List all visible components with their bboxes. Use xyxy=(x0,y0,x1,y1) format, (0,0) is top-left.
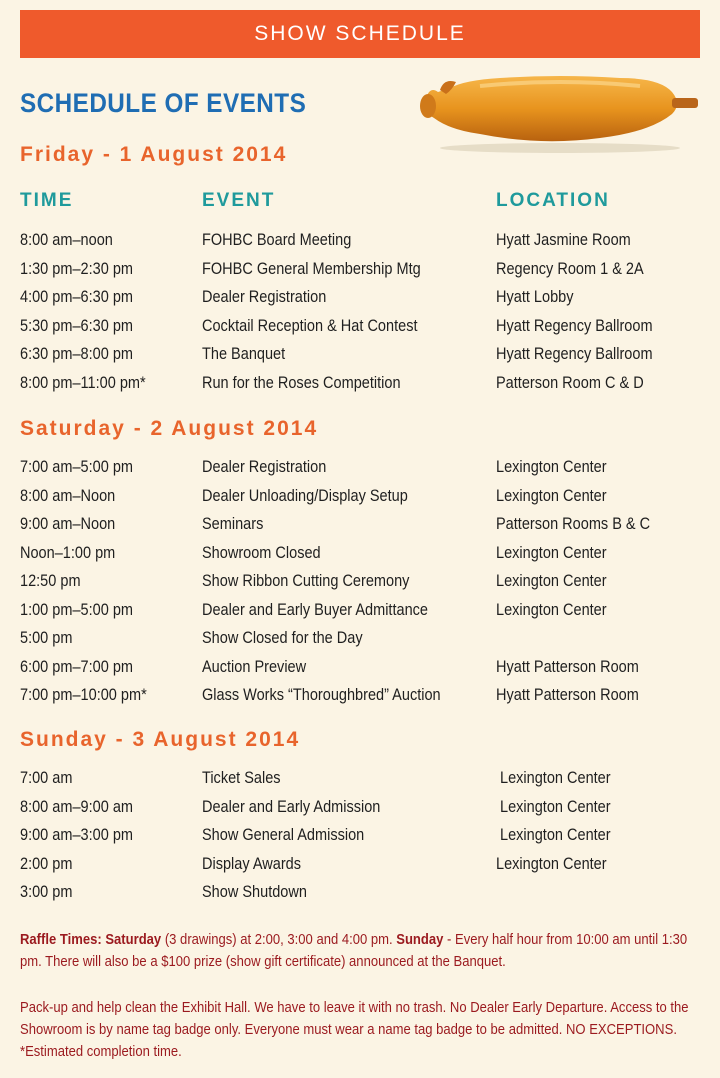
schedule-row xyxy=(0,572,720,601)
time-cell: Noon–1:00 pm xyxy=(20,543,116,562)
event-cell: Show Closed for the Day xyxy=(202,629,363,647)
time-cell: 1:00 pm–5:00 pm xyxy=(20,600,134,619)
event-cell: Dealer Registration xyxy=(202,458,327,476)
column-header-location: LOCATION xyxy=(496,190,610,211)
schedule-row xyxy=(0,769,720,798)
event-cell: Dealer Unloading/Display Setup xyxy=(202,486,408,505)
friday-schedule xyxy=(0,231,720,402)
time-cell: 2:00 pm xyxy=(20,854,73,873)
day-heading-sunday: Sunday - 3 August 2014 xyxy=(20,728,301,751)
column-header-time: TIME xyxy=(20,190,74,211)
event-cell: Ticket Sales xyxy=(202,769,281,787)
event-cell: Dealer and Early Admission xyxy=(202,797,381,816)
glass-pig-bottle-icon xyxy=(410,64,700,154)
time-cell: 8:00 am–Noon xyxy=(20,486,116,505)
raffle-note xyxy=(20,929,710,973)
event-cell: FOHBC Board Meeting xyxy=(202,231,352,249)
saturday-schedule xyxy=(0,458,720,715)
location-cell: Lexington Center xyxy=(500,826,611,844)
time-cell: 5:00 pm xyxy=(20,629,73,647)
time-cell: 7:00 am xyxy=(20,769,73,787)
location-cell: Patterson Room C & D xyxy=(496,373,644,392)
event-cell: Cocktail Reception & Hat Contest xyxy=(202,316,418,335)
time-cell: 7:00 pm–10:00 pm* xyxy=(20,686,147,704)
schedule-row xyxy=(0,260,720,289)
time-cell: 6:30 pm–8:00 pm xyxy=(20,345,134,363)
time-cell: 12:50 pm xyxy=(20,572,81,590)
event-cell: Auction Preview xyxy=(202,657,307,676)
raffle-saturday-label: Saturday xyxy=(105,932,162,948)
raffle-sunday-text: - Every half hour from 10:00 am until 1:30 pm. There will also be a $100 prize (show gift certificate) announced at the Banquet. xyxy=(20,932,688,970)
event-cell: Run for the Roses Competition xyxy=(202,373,401,392)
day-heading-friday: Friday - 1 August 2014 xyxy=(20,143,288,166)
time-cell: 8:00 am–noon xyxy=(20,231,113,249)
schedule-row xyxy=(0,317,720,346)
event-cell: FOHBC General Membership Mtg xyxy=(202,259,421,278)
time-cell: 9:00 am–Noon xyxy=(20,515,116,533)
page-title: SCHEDULE OF EVENTS xyxy=(20,88,307,118)
location-cell: Lexington Center xyxy=(496,458,607,476)
location-cell: Patterson Rooms B & C xyxy=(496,515,651,533)
banner-title: SHOW SCHEDULE xyxy=(254,22,466,45)
location-cell: Hyatt Regency Ballroom xyxy=(496,345,653,363)
schedule-row xyxy=(0,883,720,912)
schedule-row xyxy=(0,487,720,516)
schedule-row xyxy=(0,231,720,260)
header-banner xyxy=(20,10,700,58)
time-cell: 8:00 pm–11:00 pm* xyxy=(20,373,146,392)
time-cell: 5:30 pm–6:30 pm xyxy=(20,316,134,335)
event-cell: Dealer Registration xyxy=(202,288,327,306)
time-cell: 4:00 pm–6:30 pm xyxy=(20,288,134,306)
schedule-row xyxy=(0,826,720,855)
event-cell: Dealer and Early Buyer Admittance xyxy=(202,600,428,619)
schedule-row xyxy=(0,544,720,573)
footer-note-text: Pack-up and help clean the Exhibit Hall. We have to leave it with no trash. No Dealer Early Departure. Access to the Showroom is by name tag badge only. Everyone must wear a name tag badge to be admitted. NO EXCEPTIONS. *Estimated completion time. xyxy=(20,1000,689,1060)
raffle-label: Raffle Times: xyxy=(20,932,102,948)
location-cell: Lexington Center xyxy=(496,600,607,619)
location-cell: Lexington Center xyxy=(496,486,607,505)
time-cell: 3:00 pm xyxy=(20,883,73,901)
event-cell: Show General Admission xyxy=(202,826,365,844)
location-cell: Lexington Center xyxy=(500,769,611,787)
column-header-event: EVENT xyxy=(202,190,276,211)
location-cell: Hyatt Patterson Room xyxy=(496,657,639,676)
schedule-row xyxy=(0,855,720,884)
schedule-row xyxy=(0,345,720,374)
time-cell: 7:00 am–5:00 pm xyxy=(20,458,134,476)
location-cell: Lexington Center xyxy=(496,543,607,562)
event-cell: Seminars xyxy=(202,515,264,533)
schedule-row xyxy=(0,658,720,687)
time-cell: 8:00 am–9:00 am xyxy=(20,797,134,816)
event-cell: Show Ribbon Cutting Ceremony xyxy=(202,572,410,590)
event-cell: Show Shutdown xyxy=(202,883,307,901)
schedule-row xyxy=(0,629,720,658)
time-cell: 6:00 pm–7:00 pm xyxy=(20,657,134,676)
location-cell: Hyatt Patterson Room xyxy=(496,686,639,704)
schedule-row xyxy=(0,515,720,544)
location-cell: Lexington Center xyxy=(496,572,607,590)
schedule-row xyxy=(0,288,720,317)
schedule-row xyxy=(0,798,720,827)
footer-note xyxy=(20,997,710,1063)
time-cell: 9:00 am–3:00 pm xyxy=(20,826,134,844)
schedule-row xyxy=(0,374,720,403)
schedule-row xyxy=(0,601,720,630)
location-cell: Lexington Center xyxy=(496,854,607,873)
sunday-schedule xyxy=(0,769,720,912)
location-cell: Hyatt Lobby xyxy=(496,288,574,306)
event-cell: The Banquet xyxy=(202,345,286,363)
schedule-row xyxy=(0,686,720,715)
location-cell: Hyatt Jasmine Room xyxy=(496,231,631,249)
time-cell: 1:30 pm–2:30 pm xyxy=(20,259,134,278)
schedule-row xyxy=(0,458,720,487)
location-cell: Hyatt Regency Ballroom xyxy=(496,316,653,335)
day-heading-saturday: Saturday - 2 August 2014 xyxy=(20,417,319,440)
raffle-saturday-text: (3 drawings) at 2:00, 3:00 and 4:00 pm. xyxy=(164,932,393,948)
location-cell: Lexington Center xyxy=(500,797,611,816)
location-cell: Regency Room 1 & 2A xyxy=(496,259,644,278)
event-cell: Showroom Closed xyxy=(202,543,321,562)
event-cell: Glass Works “Thoroughbred” Auction xyxy=(202,686,441,704)
event-cell: Display Awards xyxy=(202,854,301,873)
raffle-sunday-label: Sunday xyxy=(396,932,444,948)
